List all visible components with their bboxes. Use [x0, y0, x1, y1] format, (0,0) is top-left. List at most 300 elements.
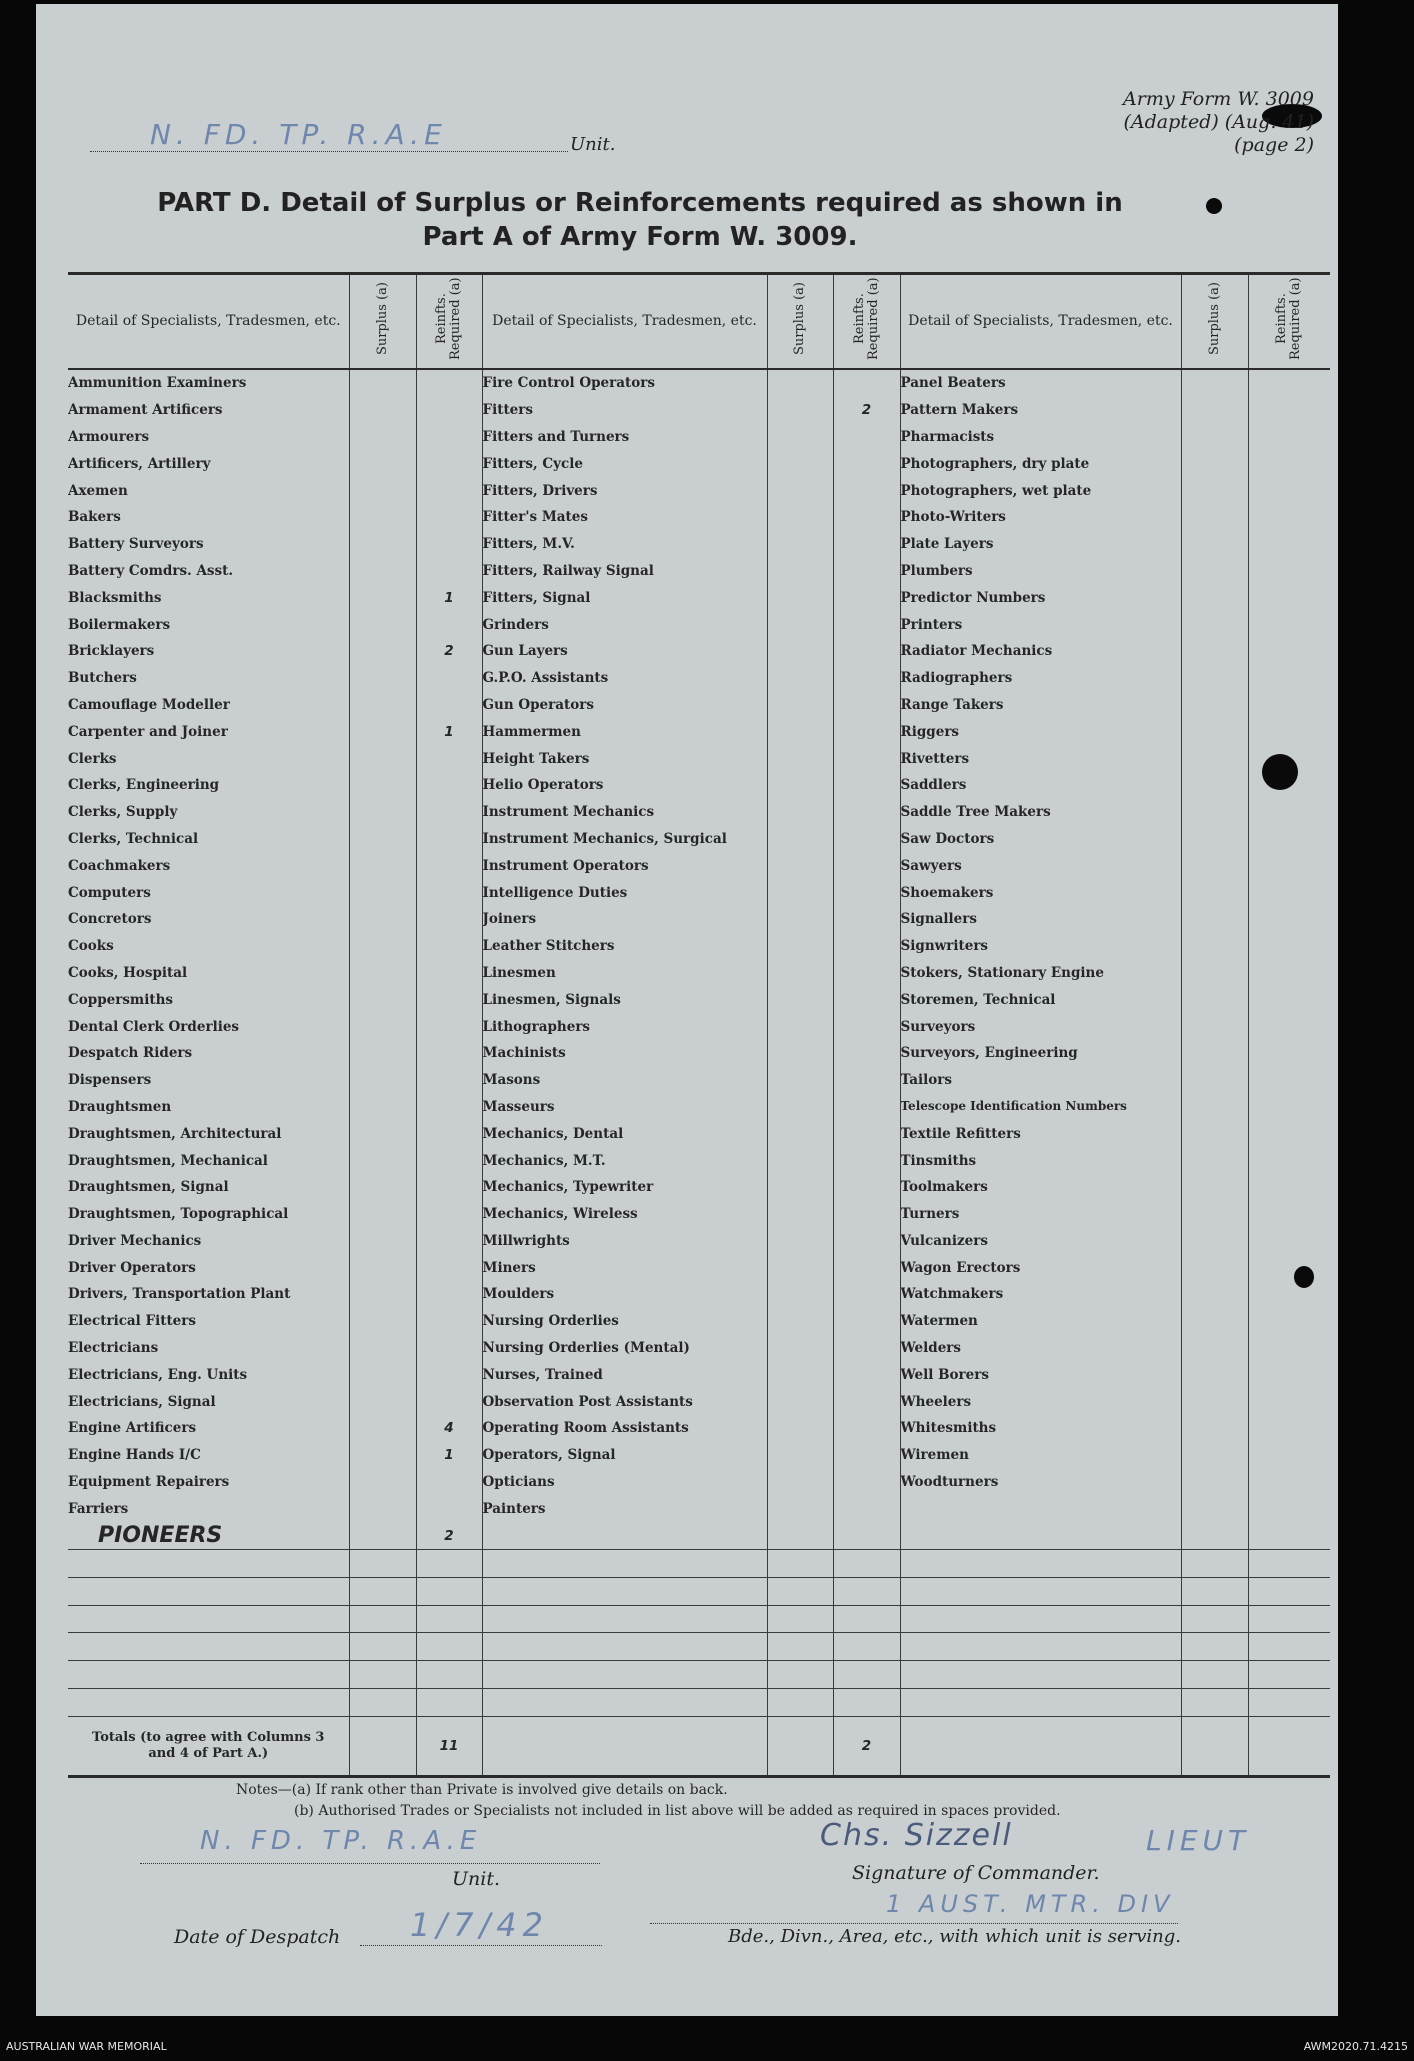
trade-name-col2: G.P.O. Assistants [482, 665, 767, 692]
table-row [68, 1415, 1330, 1442]
reinf-cell-col1 [416, 1335, 482, 1362]
total-cell [1181, 1716, 1248, 1776]
table-row [68, 933, 1330, 960]
trade-name-col1: Equipment Repairers [68, 1469, 349, 1496]
trade-name-col1: Driver Mechanics [68, 1228, 349, 1255]
reinf-cell-col3 [1248, 906, 1330, 933]
reinf-cell-col1 [416, 772, 482, 799]
reinf-cell-col2 [833, 1120, 900, 1147]
surplus-cell-col3 [1181, 369, 1248, 397]
surplus-cell-col1 [349, 826, 416, 853]
reinf-cell-col3 [1248, 879, 1330, 906]
trade-name-col1: Draughtsmen [68, 1094, 349, 1121]
table-row [68, 718, 1330, 745]
surplus-cell-col1 [349, 504, 416, 531]
table-row [68, 799, 1330, 826]
reinf-cell-col2 [833, 1335, 900, 1362]
trade-name-col3: Watchmakers [900, 1281, 1181, 1308]
surplus-cell-col2 [767, 826, 833, 853]
surplus-cell-col3 [1181, 1469, 1248, 1496]
surplus-cell-col1 [349, 799, 416, 826]
formation-line [650, 1922, 1178, 1924]
blank-row [68, 1633, 1330, 1661]
reinf-cell-col1 [416, 397, 482, 424]
reinf-cell-col2 [833, 638, 900, 665]
trade-name-col3: Rivetters [900, 745, 1181, 772]
title-line: Part A of Army Form W. 3009. [422, 222, 858, 252]
total-cell [349, 1716, 416, 1776]
reinf-cell-col2 [833, 1201, 900, 1228]
reinf-cell-col2 [833, 1361, 900, 1388]
reinf-cell-col1 [416, 799, 482, 826]
table-row [68, 1228, 1330, 1255]
table-row [68, 1388, 1330, 1415]
surplus-cell-col2 [767, 558, 833, 585]
table-row [68, 397, 1330, 424]
blank-cell [349, 1661, 416, 1689]
surplus-cell-col1 [349, 1067, 416, 1094]
trade-name-col3: Telescope Identification Numbers [900, 1094, 1181, 1121]
surplus-cell-col2 [767, 799, 833, 826]
surplus-cell-col3 [1181, 933, 1248, 960]
trade-name-col3: Predictor Numbers [900, 584, 1181, 611]
trade-name-col2: Operating Room Assistants [482, 1415, 767, 1442]
table-row [68, 1094, 1330, 1121]
reinf-cell-col3 [1248, 1308, 1330, 1335]
blank-cell [416, 1633, 482, 1661]
surplus-cell-col3 [1181, 1094, 1248, 1121]
trade-name-col3 [900, 1495, 1181, 1522]
surplus-cell-col1 [349, 638, 416, 665]
table-row [68, 879, 1330, 906]
reinf-cell-col2 [833, 933, 900, 960]
reinf-cell-col1 [416, 960, 482, 987]
reinf-cell-col2 [833, 1495, 900, 1522]
reinf-cell-col1: 1 [416, 1442, 482, 1469]
trade-name-col1: Axemen [68, 477, 349, 504]
blank-cell [767, 1605, 833, 1633]
table-row [68, 1361, 1330, 1388]
reinf-cell-col3 [1248, 1495, 1330, 1522]
surplus-cell-col1 [349, 1174, 416, 1201]
blank-cell [833, 1689, 900, 1717]
unit-handwritten-top: N. FD. TP. R.A.E [150, 118, 447, 151]
header-reinfts: Reinfts. Required (a) [416, 274, 482, 370]
surplus-cell-col2 [767, 1469, 833, 1496]
signature: Chs. Sizzell [820, 1818, 1013, 1853]
trade-name-col2: Gun Operators [482, 692, 767, 719]
blank-cell [1248, 1661, 1330, 1689]
blank-cell [482, 1633, 767, 1661]
reinf-cell-col3 [1248, 960, 1330, 987]
reinf-cell-col3 [1248, 1201, 1330, 1228]
trade-name-col3: Shoemakers [900, 879, 1181, 906]
trade-name-col1: Ammunition Examiners [68, 369, 349, 397]
header-surplus: Surplus (a) [349, 274, 416, 370]
trade-name-col3: Whitesmiths [900, 1415, 1181, 1442]
blank-row [68, 1661, 1330, 1689]
header-reinfts: Reinfts. Required (a) [1248, 274, 1330, 370]
reinf-cell-col3 [1248, 477, 1330, 504]
surplus-cell-col3 [1181, 1174, 1248, 1201]
footer-left: AUSTRALIAN WAR MEMORIAL [6, 2040, 167, 2053]
surplus-cell-col1 [349, 772, 416, 799]
table-row [68, 1442, 1330, 1469]
trade-name-col2: Masseurs [482, 1094, 767, 1121]
reinf-cell-col2 [833, 718, 900, 745]
reinf-cell-col1 [416, 558, 482, 585]
reinf-cell-col2 [833, 477, 900, 504]
reinf-cell-col2 [833, 558, 900, 585]
unit-line-bottom [140, 1862, 600, 1864]
table-row [68, 1335, 1330, 1362]
trade-name-col2: Painters [482, 1495, 767, 1522]
reinf-cell-col2 [833, 826, 900, 853]
reinf-cell-col3 [1248, 504, 1330, 531]
trade-name-col3: Range Takers [900, 692, 1181, 719]
surplus-cell-col1 [349, 852, 416, 879]
surplus-cell-col1 [349, 960, 416, 987]
table-row [68, 638, 1330, 665]
trade-name-col3: Saw Doctors [900, 826, 1181, 853]
trade-name-col1: Electrical Fitters [68, 1308, 349, 1335]
surplus-cell-col3 [1181, 1442, 1248, 1469]
reinf-cell-col1 [416, 1281, 482, 1308]
surplus-cell-col3 [1181, 638, 1248, 665]
surplus-cell-col3 [1181, 799, 1248, 826]
trade-name-col3: Tailors [900, 1067, 1181, 1094]
reinf-cell-col3 [1248, 1442, 1330, 1469]
surplus-cell-col3 [1181, 531, 1248, 558]
trade-name-col3: Textile Refitters [900, 1120, 1181, 1147]
reinf-cell-col2 [833, 531, 900, 558]
surplus-cell-col2 [767, 665, 833, 692]
notes [236, 1780, 1061, 1822]
reinf-cell-col3 [1248, 1228, 1330, 1255]
table-row [68, 745, 1330, 772]
despatch-label: Date of Despatch [174, 1926, 341, 1948]
blank-cell [349, 1550, 416, 1578]
table-row [68, 1495, 1330, 1522]
surplus-cell-col1 [349, 1040, 416, 1067]
form-reference [1123, 88, 1314, 157]
trade-name-col2: Joiners [482, 906, 767, 933]
surplus-cell-col1 [349, 1201, 416, 1228]
trade-name-col3: Vulcanizers [900, 1228, 1181, 1255]
blank-row [68, 1577, 1330, 1605]
surplus-cell-col1 [349, 1013, 416, 1040]
reinf-cell-col1 [416, 1228, 482, 1255]
surplus-cell-col2 [767, 1067, 833, 1094]
surplus-cell-col3 [1181, 1335, 1248, 1362]
reinf-cell-col3 [1248, 933, 1330, 960]
blank-cell [482, 1550, 767, 1578]
reinf-cell-col2 [833, 1174, 900, 1201]
table-row [68, 1201, 1330, 1228]
surplus-cell-col3 [1181, 1254, 1248, 1281]
blank-cell [1248, 1605, 1330, 1633]
table-row [68, 1120, 1330, 1147]
trade-name-col3: Pharmacists [900, 424, 1181, 451]
surplus-cell-col1 [349, 986, 416, 1013]
reinf-cell-col2 [833, 584, 900, 611]
trade-name-col3: Printers [900, 611, 1181, 638]
blank-cell [900, 1522, 1181, 1549]
reinf-cell-col1: 2 [416, 638, 482, 665]
reinf-cell-col2 [833, 772, 900, 799]
reinf-cell-col2: 2 [833, 397, 900, 424]
blank-cell [767, 1550, 833, 1578]
trade-name-col2: Machinists [482, 1040, 767, 1067]
blank-cell [416, 1661, 482, 1689]
trade-name-col1: Engine Hands I/C [68, 1442, 349, 1469]
reinf-cell-col1 [416, 1469, 482, 1496]
rank-handwritten: LIEUT [1146, 1824, 1251, 1857]
trade-name-col3: Woodturners [900, 1469, 1181, 1496]
reinf-cell-col2 [833, 879, 900, 906]
page-title [110, 186, 1170, 254]
trade-name-col3: Plumbers [900, 558, 1181, 585]
header-surplus: Surplus (a) [767, 274, 833, 370]
trade-name-col2: Miners [482, 1254, 767, 1281]
reinf-cell-col2 [833, 1040, 900, 1067]
blank-cell [900, 1550, 1181, 1578]
surplus-cell-col1 [349, 1415, 416, 1442]
reinf-cell-col3 [1248, 799, 1330, 826]
surplus-cell-col1 [349, 665, 416, 692]
reinf-cell-col1 [416, 611, 482, 638]
surplus-cell-col1 [349, 1120, 416, 1147]
reinf-cell-col1 [416, 1120, 482, 1147]
trade-name-col1: Armourers [68, 424, 349, 451]
reinf-cell-col1 [416, 906, 482, 933]
blank-cell [833, 1633, 900, 1661]
reinf-cell-col3 [1248, 718, 1330, 745]
surplus-cell-col3 [1181, 1495, 1248, 1522]
reinf-cell-col3 [1248, 1388, 1330, 1415]
table-row [68, 906, 1330, 933]
reinf-cell-col1 [416, 531, 482, 558]
trade-name-col3: Welders [900, 1335, 1181, 1362]
table-row [68, 1254, 1330, 1281]
reinf-cell-col3 [1248, 531, 1330, 558]
blank-cell [416, 1550, 482, 1578]
surplus-cell-col1 [349, 1308, 416, 1335]
reinf-cell-col3 [1248, 1254, 1330, 1281]
blank-cell [900, 1577, 1181, 1605]
trade-name-col3: Wagon Erectors [900, 1254, 1181, 1281]
trade-name-col2: Observation Post Assistants [482, 1388, 767, 1415]
reinf-cell-col3 [1248, 665, 1330, 692]
trade-name-col1: Clerks, Supply [68, 799, 349, 826]
blank-row [68, 1605, 1330, 1633]
blank-cell [416, 1605, 482, 1633]
trade-name-col1: Battery Surveyors [68, 531, 349, 558]
total-cell [1248, 1716, 1330, 1776]
reinf-cell-col1 [416, 369, 482, 397]
reinf-cell-col3 [1248, 1281, 1330, 1308]
surplus-cell-col1 [349, 1147, 416, 1174]
trade-name-col2: Gun Layers [482, 638, 767, 665]
table-row [68, 692, 1330, 719]
reinf-cell-col2 [833, 1254, 900, 1281]
reinf-cell-col1 [416, 1094, 482, 1121]
reinf-cell-col2 [833, 369, 900, 397]
surplus-cell-col3 [1181, 1388, 1248, 1415]
surplus-cell-col1 [349, 692, 416, 719]
table-row [68, 450, 1330, 477]
formation-handwritten: 1 AUST. MTR. DIV [886, 1890, 1175, 1918]
trade-name-col3: Saddlers [900, 772, 1181, 799]
blank-cell [416, 1577, 482, 1605]
reinf-cell-col2 [833, 450, 900, 477]
trade-name-col1: Bakers [68, 504, 349, 531]
totals-row [68, 1716, 1330, 1776]
form-ref-line: (Adapted) (Aug. 41) [1123, 111, 1314, 133]
reinf-cell-col2 [833, 1094, 900, 1121]
table-row-extra [68, 1522, 1330, 1549]
surplus-cell-col1 [349, 531, 416, 558]
trade-name-col1: Farriers [68, 1495, 349, 1522]
reinf-cell-col2 [833, 692, 900, 719]
reinf-cell-col1 [416, 1067, 482, 1094]
reinf-cell-col1 [416, 692, 482, 719]
surplus-cell-col2 [767, 1415, 833, 1442]
surplus-cell-col1 [349, 1335, 416, 1362]
blank-cell [68, 1577, 349, 1605]
surplus-cell-col3 [1181, 718, 1248, 745]
extra-trade-name: PIONEERS [68, 1522, 349, 1549]
reinf-cell-col3 [1248, 397, 1330, 424]
reinf-cell-col3 [1248, 1361, 1330, 1388]
trade-name-col2: Intelligence Duties [482, 879, 767, 906]
surplus-cell-col1 [349, 424, 416, 451]
surplus-cell-col2 [767, 1254, 833, 1281]
reinf-cell-col3 [1248, 1120, 1330, 1147]
surplus-cell-col2 [767, 369, 833, 397]
total-col2: 2 [833, 1716, 900, 1776]
totals-label: Totals (to agree with Columns 3 and 4 of Part A.) [68, 1716, 349, 1776]
surplus-cell-col2 [767, 1442, 833, 1469]
blank-cell [833, 1522, 900, 1549]
surplus-cell-col1 [349, 933, 416, 960]
blank-cell [833, 1605, 900, 1633]
trade-name-col1: Blacksmiths [68, 584, 349, 611]
surplus-cell-col2 [767, 1094, 833, 1121]
surplus-cell-col3 [1181, 504, 1248, 531]
trade-name-col3: Pattern Makers [900, 397, 1181, 424]
trade-name-col2: Hammermen [482, 718, 767, 745]
surplus-cell-col3 [1181, 1361, 1248, 1388]
extra-reinf-cell: 2 [416, 1522, 482, 1549]
surplus-cell-col3 [1181, 960, 1248, 987]
table-row [68, 1281, 1330, 1308]
footer-right: AWM2020.71.4215 [1303, 2040, 1408, 2053]
table-row [68, 584, 1330, 611]
reinf-cell-col3 [1248, 1040, 1330, 1067]
trade-name-col2: Fitters, Signal [482, 584, 767, 611]
blank-cell [1248, 1633, 1330, 1661]
trade-name-col3: Tinsmiths [900, 1147, 1181, 1174]
surplus-cell-col2 [767, 933, 833, 960]
blank-cell [68, 1689, 349, 1717]
surplus-cell-col2 [767, 1388, 833, 1415]
blank-cell [767, 1522, 833, 1549]
trade-name-col2: Fitters, Drivers [482, 477, 767, 504]
blank-cell [68, 1661, 349, 1689]
surplus-cell-col2 [767, 1120, 833, 1147]
reinf-cell-col1 [416, 745, 482, 772]
table-row [68, 1469, 1330, 1496]
trade-name-col3: Surveyors [900, 1013, 1181, 1040]
trade-name-col3: Watermen [900, 1308, 1181, 1335]
surplus-cell-col2 [767, 1308, 833, 1335]
trade-name-col1: Concretors [68, 906, 349, 933]
surplus-cell-col2 [767, 1040, 833, 1067]
trade-name-col1: Engine Artificers [68, 1415, 349, 1442]
blank-row [68, 1689, 1330, 1717]
blank-cell [482, 1577, 767, 1605]
total-col1: 11 [416, 1716, 482, 1776]
reinf-cell-col1 [416, 879, 482, 906]
surplus-cell-col2 [767, 504, 833, 531]
surplus-cell-col3 [1181, 1281, 1248, 1308]
trade-name-col3: Stokers, Stationary Engine [900, 960, 1181, 987]
surplus-cell-col1 [349, 1254, 416, 1281]
reinf-cell-col3 [1248, 450, 1330, 477]
surplus-cell-col3 [1181, 852, 1248, 879]
trade-name-col1: Bricklayers [68, 638, 349, 665]
blank-cell [1181, 1661, 1248, 1689]
trade-name-col2: Moulders [482, 1281, 767, 1308]
surplus-cell-col3 [1181, 1040, 1248, 1067]
reinf-cell-col3 [1248, 1147, 1330, 1174]
trade-name-col2: Lithographers [482, 1013, 767, 1040]
trade-name-col1: Driver Operators [68, 1254, 349, 1281]
surplus-cell-col2 [767, 397, 833, 424]
trade-name-col3: Turners [900, 1201, 1181, 1228]
reinf-cell-col1 [416, 986, 482, 1013]
reinf-cell-col3 [1248, 745, 1330, 772]
reinf-cell-col2 [833, 852, 900, 879]
reinf-cell-col1 [416, 450, 482, 477]
total-cell [900, 1716, 1181, 1776]
trade-name-col2: Mechanics, Wireless [482, 1201, 767, 1228]
surplus-cell-col2 [767, 1147, 833, 1174]
blank-cell [900, 1689, 1181, 1717]
blank-cell [482, 1605, 767, 1633]
trade-name-col2: Nurses, Trained [482, 1361, 767, 1388]
trade-name-col3: Toolmakers [900, 1174, 1181, 1201]
surplus-cell-col3 [1181, 826, 1248, 853]
reinf-cell-col2 [833, 799, 900, 826]
reinf-cell-col3 [1248, 826, 1330, 853]
surplus-cell-col2 [767, 531, 833, 558]
blank-cell [482, 1522, 767, 1549]
trade-name-col1: Camouflage Modeller [68, 692, 349, 719]
surplus-cell-col2 [767, 1335, 833, 1362]
trade-name-col2: Fitters, M.V. [482, 531, 767, 558]
trade-name-col3: Photographers, wet plate [900, 477, 1181, 504]
surplus-cell-col2 [767, 638, 833, 665]
reinf-cell-col1 [416, 504, 482, 531]
blank-cell [482, 1689, 767, 1717]
trade-name-col3: Signallers [900, 906, 1181, 933]
reinf-cell-col1 [416, 826, 482, 853]
reinf-cell-col1 [416, 933, 482, 960]
formation-label: Bde., Divn., Area, etc., with which unit is serving. [728, 1926, 1181, 1947]
surplus-cell-col2 [767, 1495, 833, 1522]
